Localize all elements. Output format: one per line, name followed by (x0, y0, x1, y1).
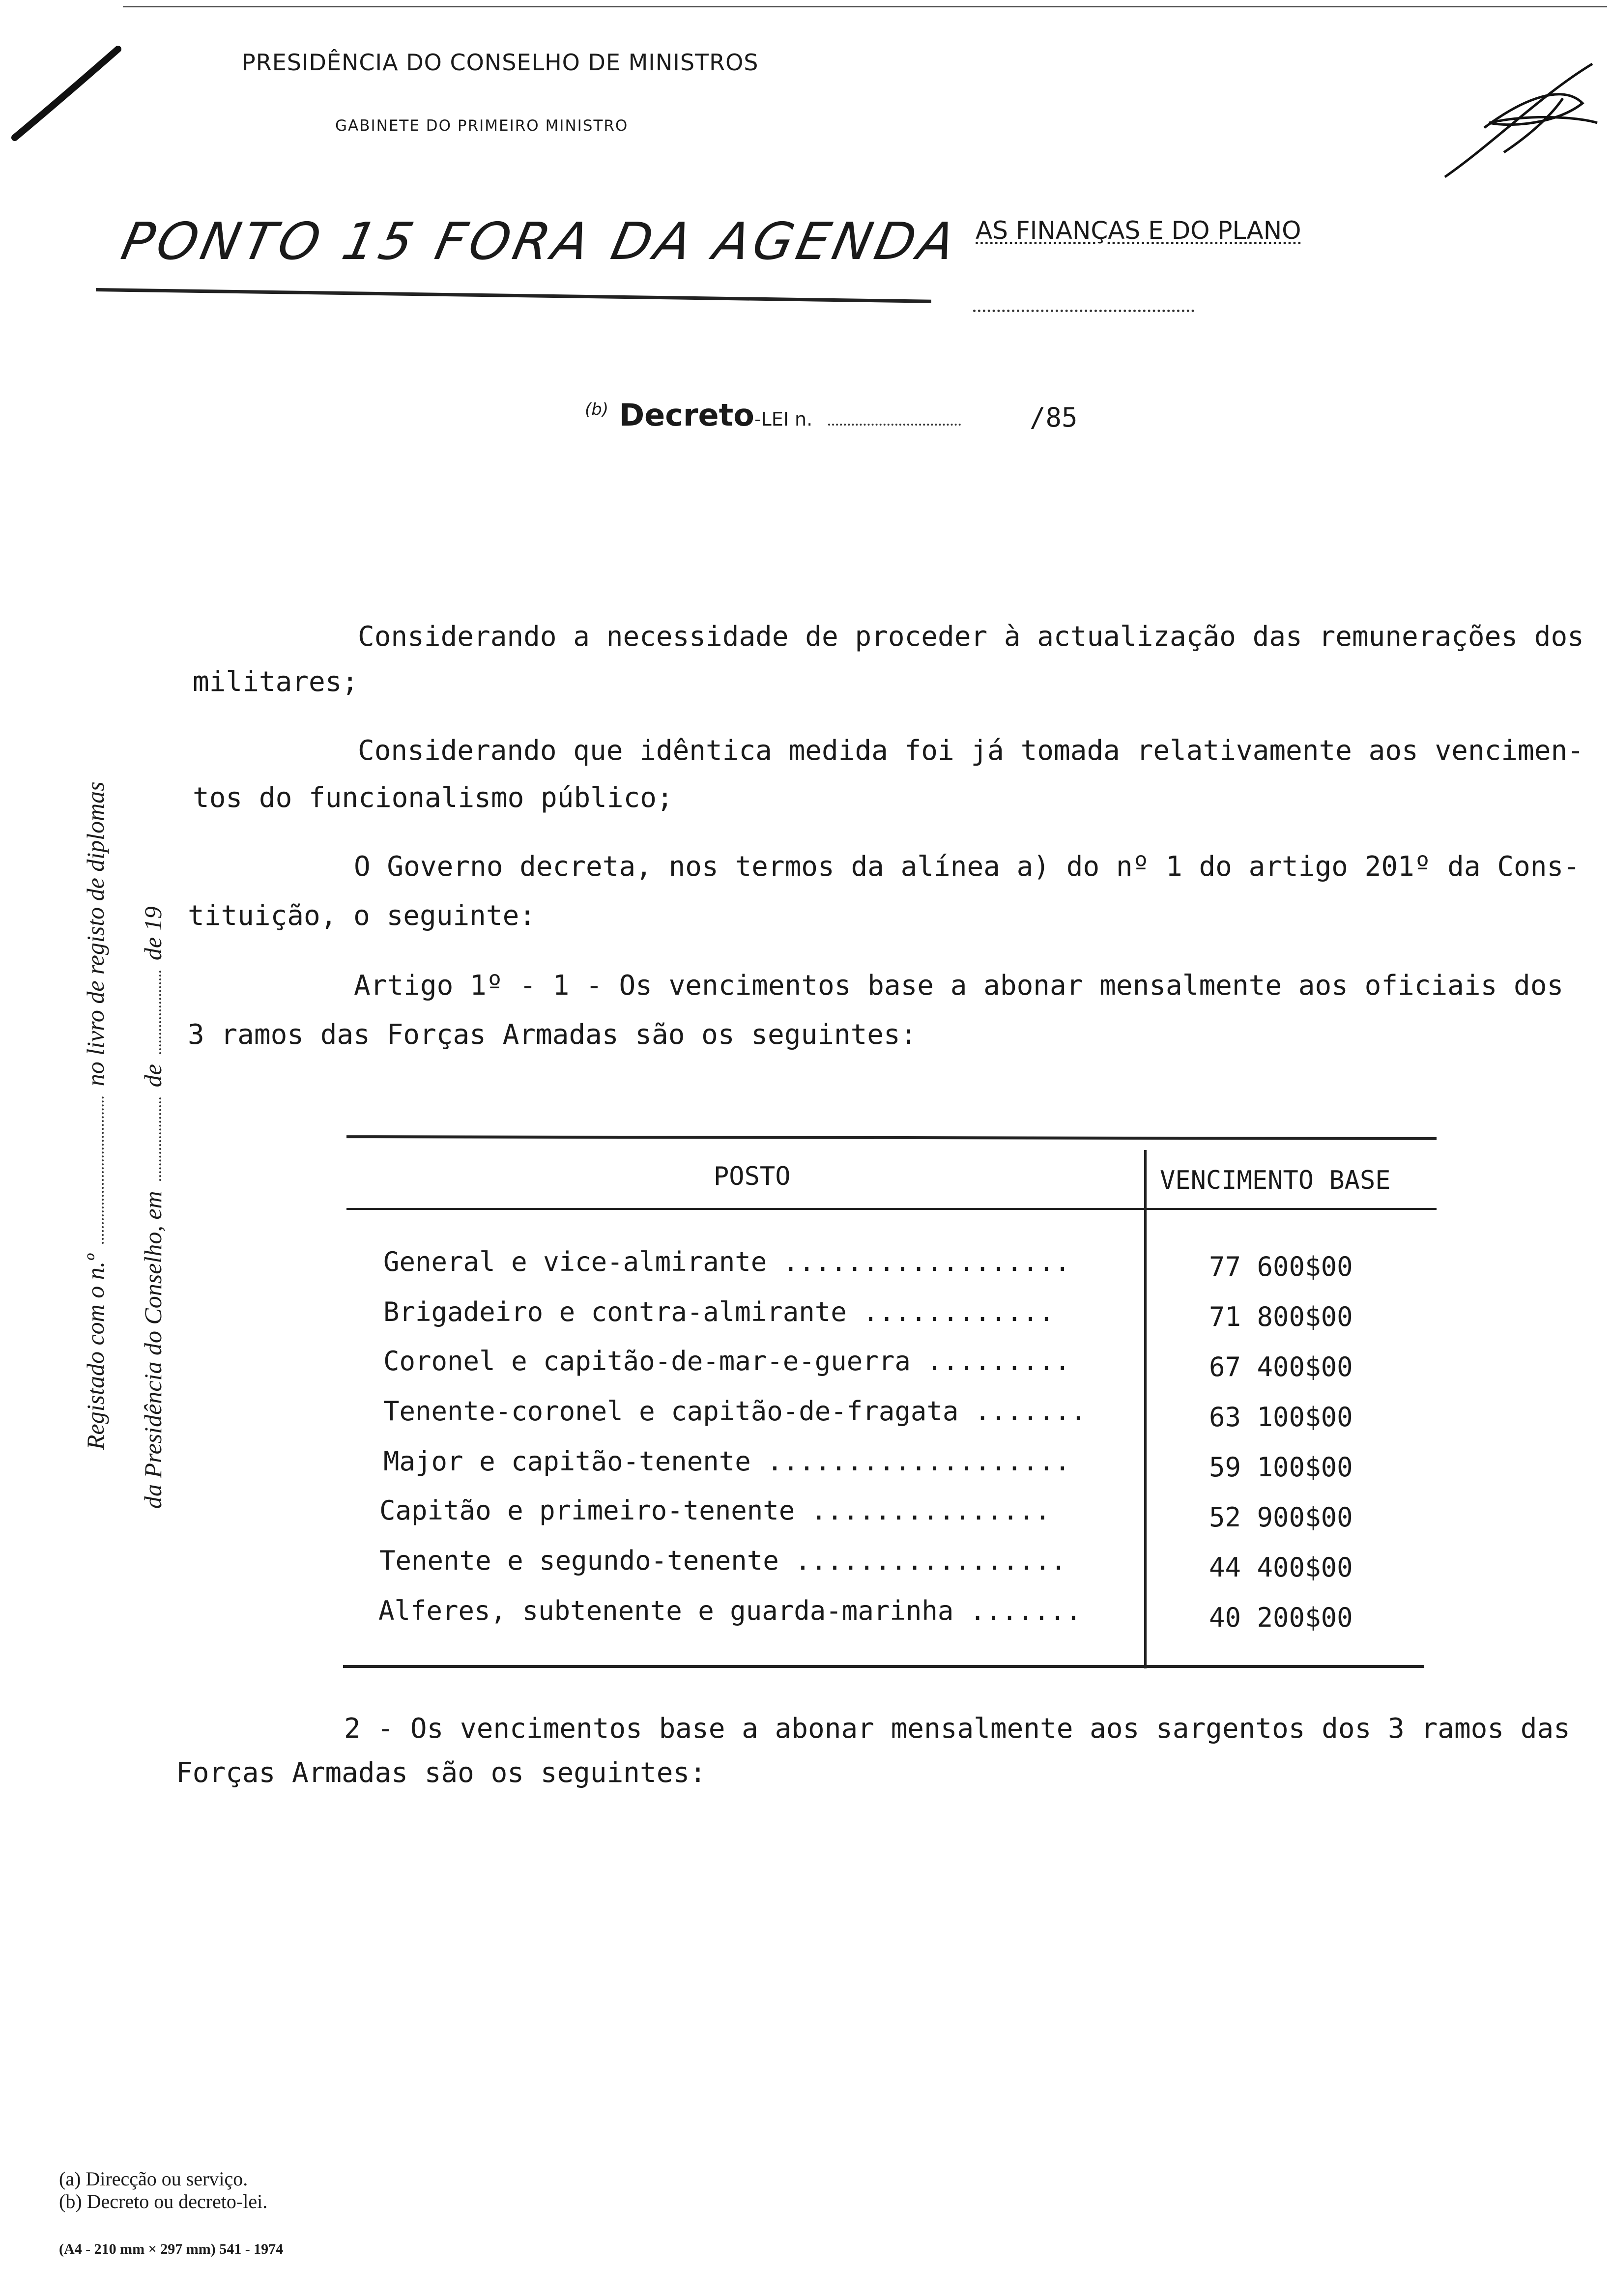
table-row-posto: Tenente-coronel e capitão-de-fragata ....... (383, 1396, 1087, 1427)
paragraph-1-line-1: Considerando a necessidade de proceder à actualização das remunerações dos (358, 621, 1584, 653)
header-presidencia: PRESIDÊNCIA DO CONSELHO DE MINISTROS (242, 49, 759, 76)
table-row-valor: 52 900$00 (1209, 1502, 1353, 1533)
margin-note-livro: no livro de registo de diplomas (82, 781, 109, 1087)
form-reference: (A4 - 210 mm × 297 mm) 541 - 1974 (59, 2241, 284, 2257)
paragraph-3-line-2: tituição, o seguinte: (188, 900, 536, 932)
signature-initials (1435, 54, 1602, 187)
table-header-posto: POSTO (714, 1162, 791, 1191)
table-row-posto: General e vice-almirante .................. (383, 1246, 1070, 1277)
margin-note-line2 (139, 906, 167, 1509)
paragraph-4-line-1: Artigo 1º - 1 - Os vencimentos base a abonar mensalmente aos oficiais dos (354, 970, 1564, 1002)
margin-dots-3 (159, 971, 161, 1054)
decree-number-dots (828, 424, 961, 426)
table-header-vencimento: VENCIMENTO BASE (1160, 1166, 1391, 1195)
ministry-label: AS FINANÇAS E DO PLANO (976, 216, 1301, 245)
table-row-valor: 77 600$00 (1209, 1251, 1353, 1282)
paragraph-3-line-1: O Governo decreta, nos termos da alínea a) do nº 1 do artigo 201º da Cons- (354, 851, 1580, 883)
table-top-rule (346, 1135, 1437, 1140)
paragraph-4-line-2: 3 ramos das Forças Armadas são os seguintes: (188, 1019, 917, 1051)
header-gabinete: GABINETE DO PRIMEIRO MINISTRO (335, 117, 629, 135)
table-row-valor: 59 100$00 (1209, 1452, 1353, 1483)
table-bottom-rule (343, 1665, 1424, 1668)
table-row-posto: Major e capitão-tenente ................... (383, 1446, 1070, 1477)
table-row-posto: Coronel e capitão-de-mar-e-guerra ......... (383, 1346, 1070, 1377)
handwritten-underline (96, 288, 931, 303)
margin-note-line1 (81, 781, 110, 1450)
table-row-valor: 71 800$00 (1209, 1301, 1353, 1332)
table-row-valor: 63 100$00 (1209, 1402, 1353, 1433)
table-row-posto: Alferes, subtenente e guarda-marinha ....... (378, 1595, 1082, 1626)
margin-note-de: de (139, 1064, 167, 1088)
handwritten-mark (5, 39, 133, 157)
table-row-valor: 67 400$00 (1209, 1351, 1353, 1382)
margin-note-de-19: de 19 (139, 906, 167, 961)
paragraph-1-line-2: militares; (193, 666, 359, 698)
margin-note-presidencia: da Presidência do Conselho, em (139, 1191, 167, 1509)
footnote-a: (a) Direcção ou serviço. (59, 2168, 248, 2190)
ministry-dotted-line (973, 310, 1194, 312)
table-row-posto: Brigadeiro e contra-almirante ............ (383, 1296, 1055, 1327)
footnote-b: (b) Decreto ou decreto-lei. (59, 2190, 268, 2212)
decree-label: Decreto (619, 397, 754, 433)
decree-year: /85 (1030, 402, 1078, 433)
paragraph-5-line-1: 2 - Os vencimentos base a abonar mensalmente aos sargentos dos 3 ramos das (344, 1713, 1570, 1745)
handwritten-note: PONTO 15 FORA DA AGENDA (116, 211, 965, 271)
table-column-divider (1144, 1150, 1147, 1668)
decree-suffix: -LEI n. (754, 408, 813, 430)
table-row-valor: 40 200$00 (1209, 1602, 1353, 1633)
margin-dots-2 (159, 1097, 161, 1181)
table-row-posto: Tenente e segundo-tenente ................. (379, 1545, 1066, 1576)
table-row-posto: Capitão e primeiro-tenente ............... (379, 1495, 1051, 1526)
paragraph-5-line-2: Forças Armadas são os seguintes: (176, 1757, 706, 1789)
paragraph-2-line-1: Considerando que idêntica medida foi já tomada relativamente aos vencimen- (358, 735, 1584, 767)
decree-marker: (b) (585, 400, 609, 420)
top-rule (123, 6, 1607, 7)
decree-title (585, 397, 966, 433)
margin-note-registado: Registado com o n.º (82, 1254, 109, 1450)
paragraph-2-line-2: tos do funcionalismo público; (193, 782, 673, 814)
table-header-rule (346, 1208, 1437, 1210)
table-row-valor: 44 400$00 (1209, 1552, 1353, 1583)
margin-dots-1 (102, 1096, 104, 1244)
